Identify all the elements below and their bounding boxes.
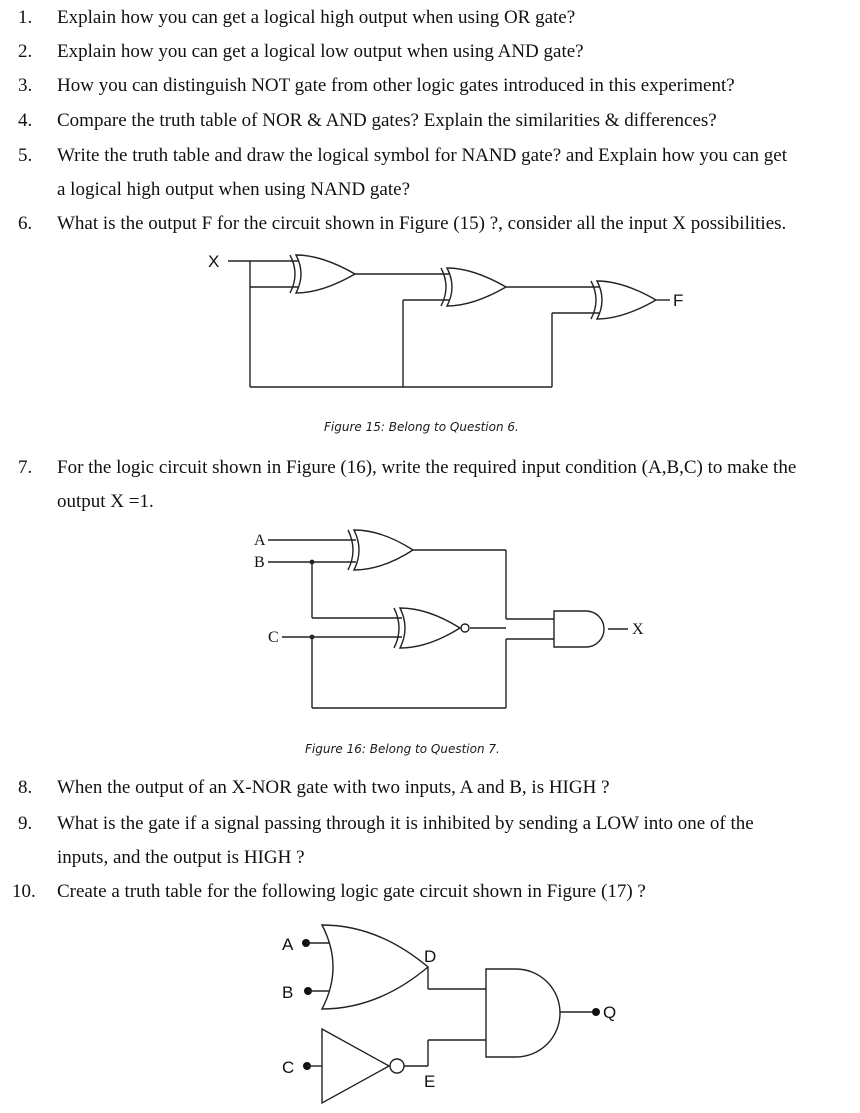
question-number: 5.	[18, 145, 33, 166]
question-text: For the logic circuit shown in Figure (16), write the required input condition (A,B,C) to make the	[57, 457, 797, 478]
question-number: 10.	[12, 881, 36, 902]
fig17-not-gate	[322, 1029, 404, 1103]
question-text: Explain how you can get a logical low output when using AND gate?	[57, 41, 584, 62]
figure-16-caption: Figure 16: Belong to Question 7.	[305, 742, 500, 756]
question-text: What is the output F for the circuit shown in Figure (15) ?, consider all the input X possibilities.	[57, 213, 787, 234]
fig17-label-c: C	[282, 1058, 295, 1077]
fig15-output-label: F	[673, 291, 684, 310]
fig17-or-gate	[322, 925, 428, 1009]
figure-15-caption: Figure 15: Belong to Question 6.	[324, 420, 519, 434]
question-number: 3.	[18, 75, 33, 96]
question-text: Write the truth table and draw the logical symbol for NAND gate? and Explain how you can get	[57, 145, 787, 166]
question-text: When the output of an X-NOR gate with two inputs, A and B, is HIGH ?	[57, 777, 610, 798]
fig17-label-q: Q	[603, 1003, 617, 1022]
question-number: 4.	[18, 110, 33, 131]
fig17-label-e: E	[424, 1072, 436, 1091]
fig17-label-b: B	[282, 983, 294, 1002]
fig16-label-a: A	[254, 532, 266, 549]
question-number: 9.	[18, 813, 33, 834]
question-number: 7.	[18, 457, 33, 478]
question-continuation: output X =1.	[57, 491, 154, 512]
fig17-and-gate	[486, 969, 560, 1057]
question-number: 2.	[18, 41, 33, 62]
question-text: How you can distinguish NOT gate from other logic gates introduced in this experiment?	[57, 75, 735, 96]
fig16-label-x: X	[632, 621, 644, 638]
question-text: Compare the truth table of NOR & AND gates? Explain the similarities & differences?	[57, 110, 717, 131]
question-text: Explain how you can get a logical high output when using OR gate?	[57, 7, 576, 28]
question-number: 8.	[18, 777, 33, 798]
question-text: Create a truth table for the following logic gate circuit shown in Figure (17) ?	[57, 881, 646, 902]
question-continuation: a logical high output when using NAND gate?	[57, 179, 411, 200]
fig17-label-a: A	[282, 935, 294, 954]
question-text: What is the gate if a signal passing through it is inhibited by sending a LOW into one of the	[57, 813, 754, 834]
question-number: 6.	[18, 213, 33, 234]
question-number: 1.	[18, 7, 33, 28]
fig15-input-label: X	[208, 252, 220, 271]
fig16-label-b: B	[254, 554, 265, 571]
fig17-label-d: D	[424, 947, 437, 966]
question-continuation: inputs, and the output is HIGH ?	[57, 847, 305, 868]
fig16-label-c: C	[268, 629, 279, 646]
